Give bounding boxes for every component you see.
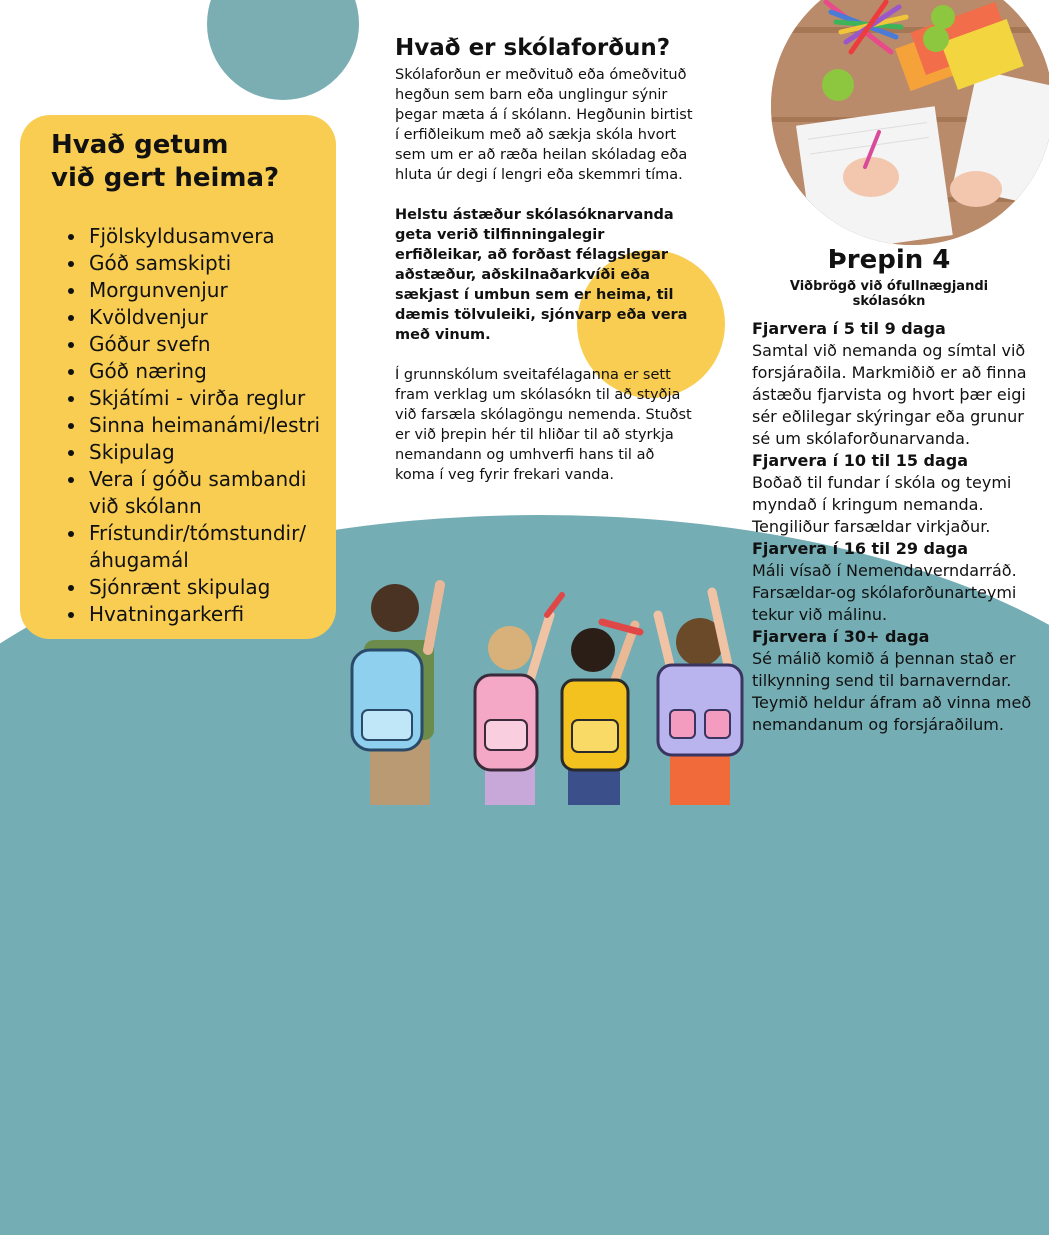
list-item: • Hvatningarkerfi: [87, 601, 336, 628]
home-tips-title-line2: við gert heima?: [51, 163, 280, 193]
desk-illustration: [771, 0, 1049, 245]
section-title: Hvað er skólaforðun?: [395, 35, 671, 61]
list-item: • Sinna heimanámi/lestri: [87, 412, 336, 439]
list-item: • Morgunvenjur: [87, 277, 336, 304]
decorative-teal-circle: [207, 0, 359, 100]
causes-paragraph: Helstu ástæður skólasóknarvanda geta verið tilfinningalegir erfiðleikar, að forðast félagslegar aðstæður, aðskilnaðarkvíði eða sækjast í umbun sem er heima, til dæmis tölvuleiki, sjónvarp eða vera með vinum.: [395, 207, 688, 343]
steps-list: [752, 318, 1044, 736]
list-item: • Góður svefn: [87, 331, 336, 358]
home-tips-panel: [20, 115, 336, 639]
steps-title: Þrepin 4: [827, 245, 951, 275]
step-heading: Fjarvera í 16 til 29 daga: [752, 539, 969, 558]
home-tips-list: [51, 223, 336, 628]
step-text: Boðað til fundar í skóla og teymi myndað í kringum nemanda. Tengiliður farsældar virkjaður.: [752, 473, 1012, 536]
steps-subtitle: Viðbrögð við ófullnægjandi skólasókn: [789, 279, 989, 309]
school-avoidance-section: [395, 34, 695, 485]
list-item: • Kvöldvenjur: [87, 304, 336, 331]
children-drawing-photo: [771, 0, 1049, 245]
step-heading: Fjarvera í 5 til 9 daga: [752, 319, 946, 338]
procedure-paragraph: Í grunnskólum sveitafélaganna er sett fram verklag um skólasókn til að styðja við farsæla skólagöngu nemenda. Stuðst er við þrepin hér til hliðar til að styrkja nemandann og umhverfi hans til að koma í veg fyrir frekari vanda.: [395, 367, 692, 483]
list-item: • Góð samskipti: [87, 250, 336, 277]
list-item: • Frístundir/tómstundir/ áhugamál: [87, 520, 336, 574]
list-item: • Skipulag: [87, 439, 336, 466]
step-heading: Fjarvera í 30+ daga: [752, 627, 930, 646]
list-item: • Vera í góðu sambandi við skólann: [87, 466, 336, 520]
list-item: • Fjölskyldusamvera: [87, 223, 336, 250]
home-tips-title-line1: Hvað getum: [51, 130, 229, 160]
step-heading: Fjarvera í 10 til 15 daga: [752, 451, 969, 470]
step-text: Samtal við nemanda og símtal við forsjáraðila. Markmiðið er að finna ástæðu fjarvista og hvort þær eigi sér eðlilegar skýringar eða grunur sé um skólaforðunarvanda.: [752, 341, 1027, 448]
step-text: Máli vísað í Nemendaverndarráð. Farsældar-og skólaforðunarteymi tekur við málinu.: [752, 561, 1017, 624]
list-item: • Skjátími - virða reglur: [87, 385, 336, 412]
list-item: • Góð næring: [87, 358, 336, 385]
home-tips-title: [51, 129, 336, 195]
list-item: • Sjónrænt skipulag: [87, 574, 336, 601]
children-with-backpacks-illustration: [340, 570, 760, 805]
step-text: Sé málið komið á þennan stað er tilkynning send til barnaverndar. Teymið heldur áfram að vinna með nemandanum og forsjáraðilum.: [752, 649, 1032, 734]
definition-paragraph: Skólaforðun er meðvituð eða ómeðvituð hegðun sem barn eða unglingur sýnir þegar mæta á í skólann. Hegðunin birtist í erfiðleikum með að sækja skóla hvort sem um er að ræða heilan skóladag eða hluta úr degi í lengri eða skemmri tíma.: [395, 67, 693, 183]
